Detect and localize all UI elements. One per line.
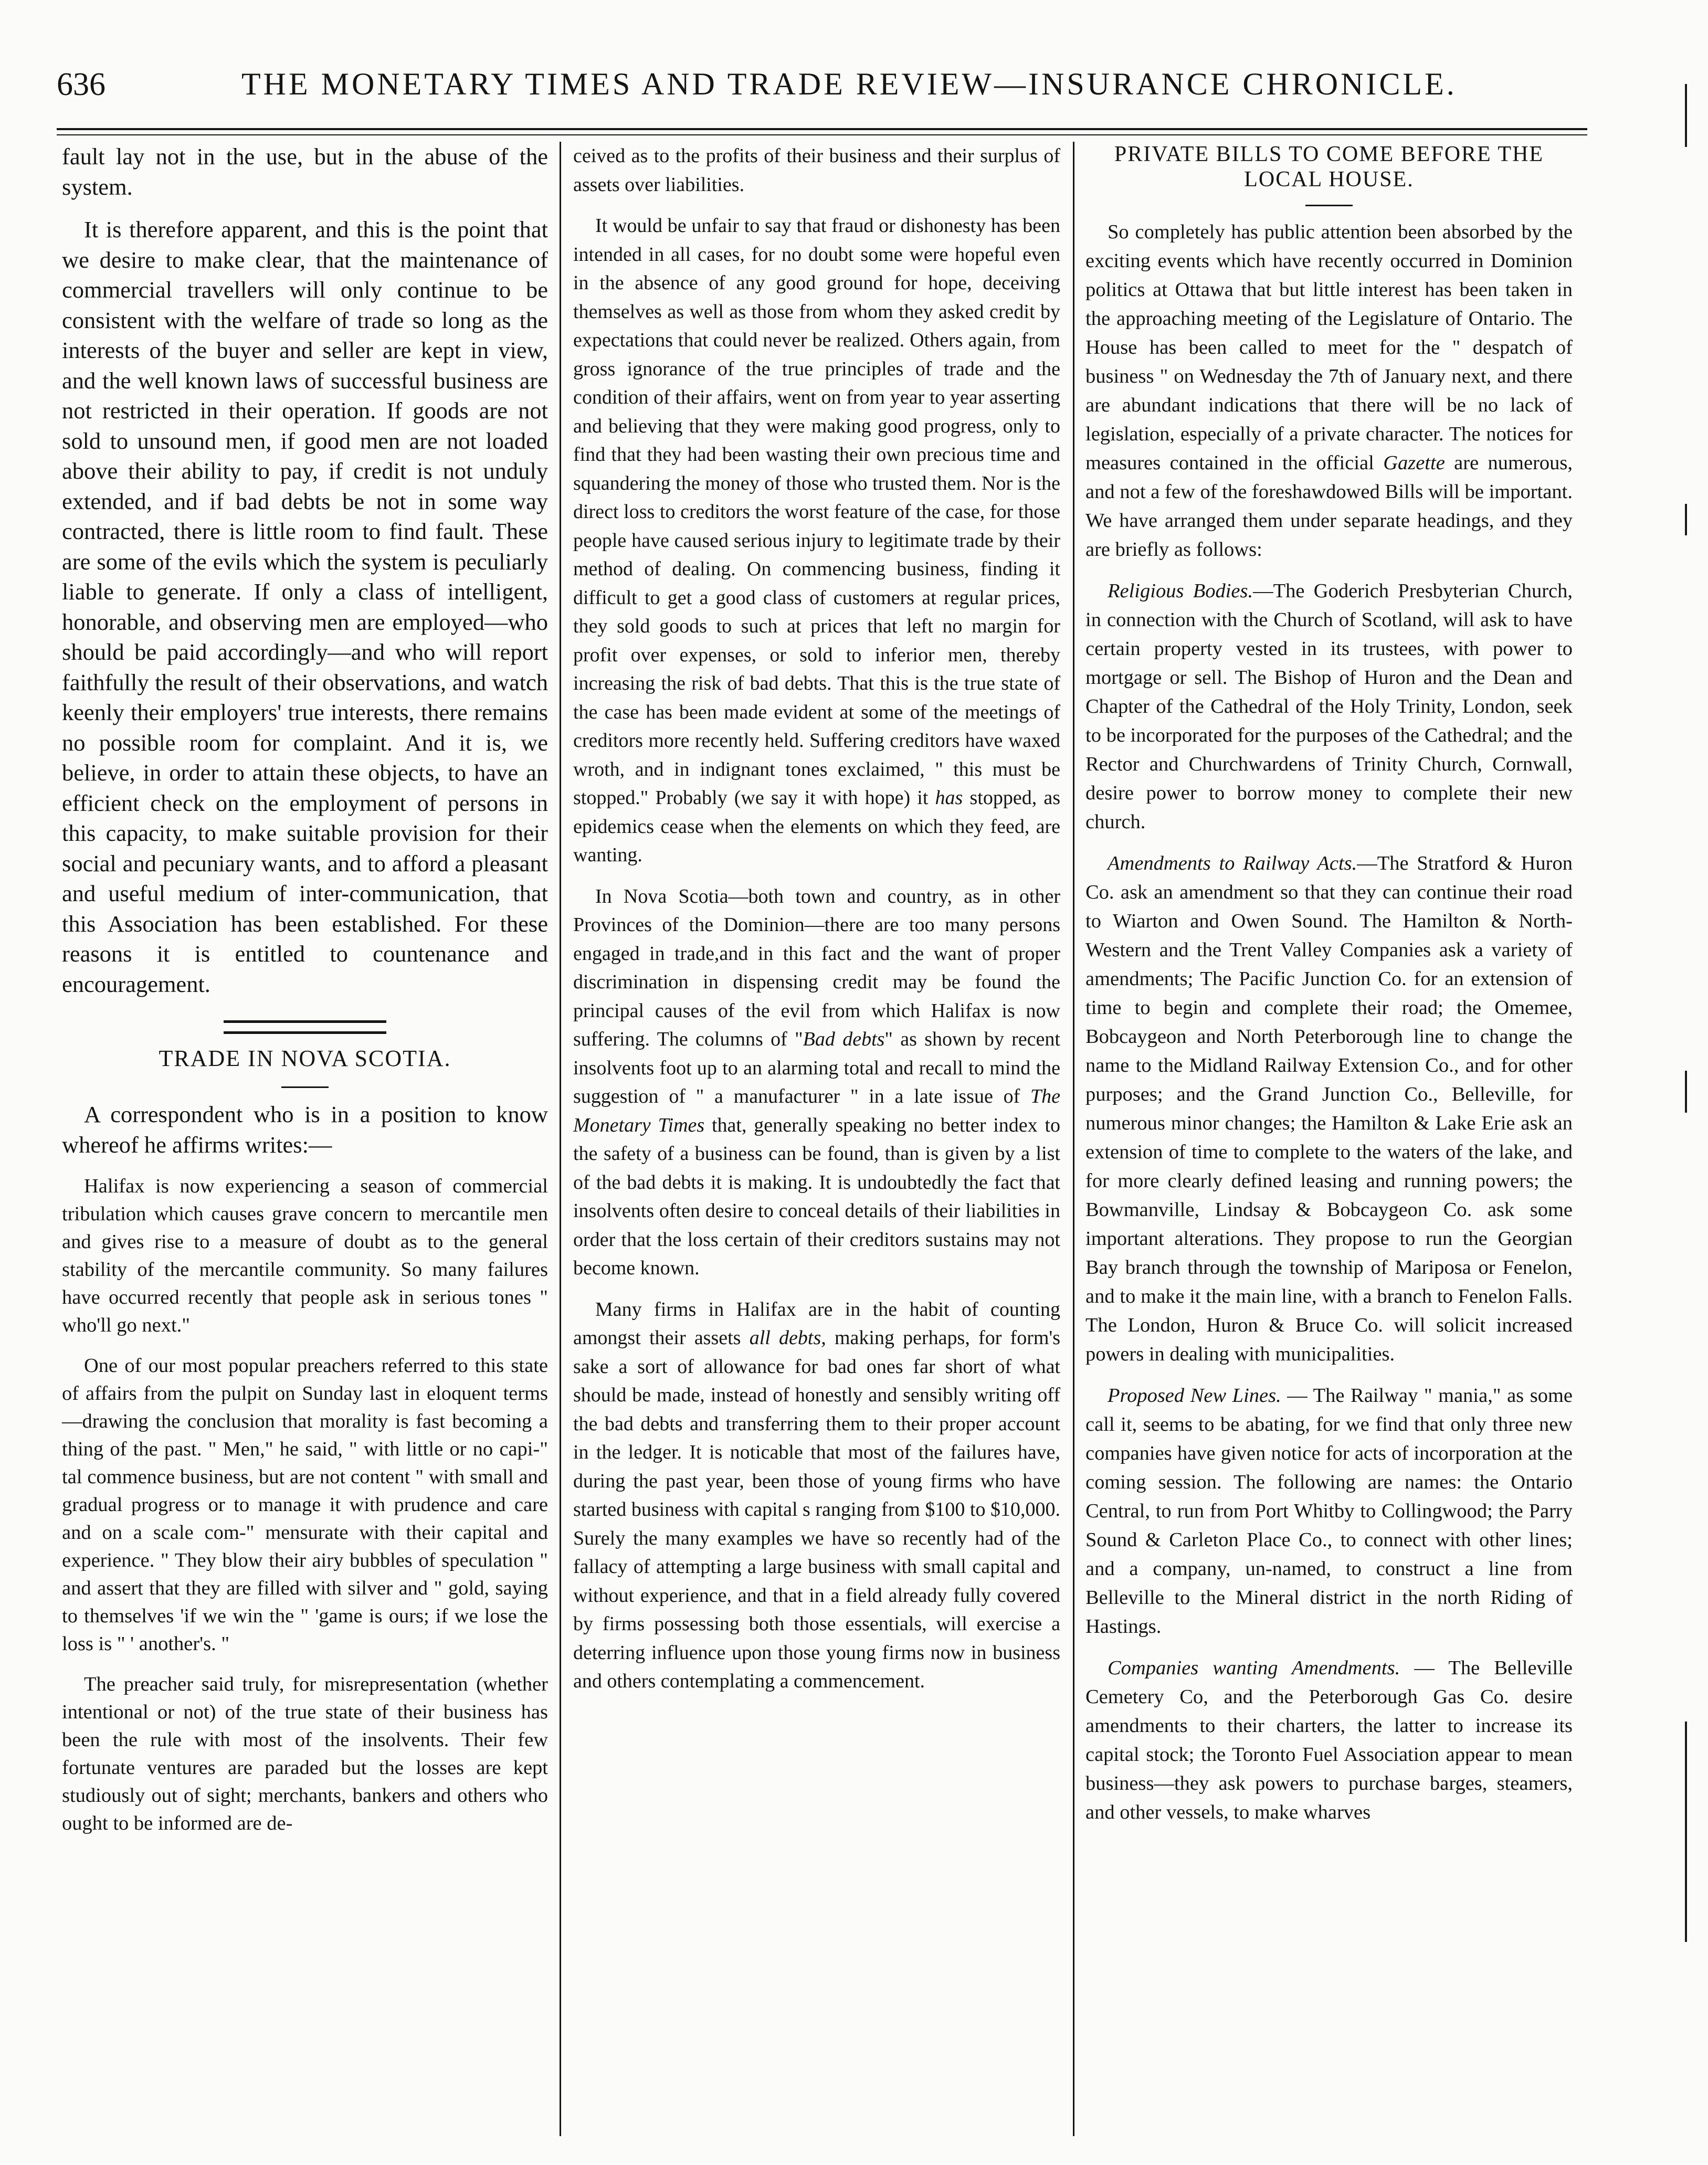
article-paragraph: Amendments to Railway Acts.—The Stratford & Huron Co. ask an amendment so that they can continue their road to Wiarton and Owen Sound. The Hamilton & North-Western and the Trent Valley Companies ask a variety of amendments; The Pacific Junction Co. for an extension of time to begin and complete their road; the Omemee, Bobcaygeon and North Peterborough line to change the name to the Midland Railway Extension Co., and for other purposes; and the Grand Junction Co., Belleville, for numerous minor changes; the Hamilton & Lake Erie ask an extension of time to complete to the waters of the lake, and for more clearly defined leasing and running powers; the Bowmanville, Lindsay & Bobcaygeon Co. ask some important alterations. They propose to run the Georgian Bay branch through the township of Mariposa or Fenelon, and to make it the main line, with a branch to Fenelon Falls. The London, Huron & Bruce Co. will solicit increased powers in dealing with municipalities.	[1085, 852, 1573, 1365]
article-paragraph: It is therefore apparent, and this is the point that we desire to make clear, that the maintenance of commercial travellers will only continue to be consistent with the welfare of trade so long as the interests of the buyer and seller are kept in view, and the well known laws of successful business are not restricted in their operation. If goods are not sold to unsound men, if good men are not loaded above their ability to pay, if credit is not unduly extended, and if bad debts be not in some way contracted, there is little room to find fault. These are some of the evils which the system is peculiarly liable to generate. If only a class of intelligent, honorable, and observing men are employed—who should be paid accordingly—and who will report faithfully the result of their observations, and watch keenly their employers' true interests, there remains no possible room for complaint. And it is, we believe, in order to attain these objects, to have an efficient check on the employment of persons in this capacity, to make suitable provision for their social and pecuniary wants, and to afford a pleasant and useful medium of inter-communication, that this Association has been established. For these reasons it is entitled to countenance and encouragement.	[62, 216, 548, 997]
page-number: 636	[57, 67, 106, 102]
article-paragraph: A correspondent who is in a position to know whereof he affirms writes:—	[62, 1101, 548, 1158]
column-3	[1085, 142, 1573, 1840]
article-paragraph: Religious Bodies.—The Goderich Presbyterian Church, in connection with the Church of Scotland, will ask to have certain property vested in its trustees, with power to mortgage or sell. The Bishop of Huron and the Dean and Chapter of the Cathedral of the Holy Trinity, London, seek to be incorporated for the purposes of the Cathedral; and the Rector and Churchwardens of Trinity Church, Cornwall, desire power to borrow money to complete their new church.	[1085, 580, 1573, 833]
article-paragraph: ceived as to the profits of their business and their surplus of assets over liabilities.	[573, 145, 1060, 196]
column-2	[573, 142, 1060, 1708]
section-heading: TRADE IN NOVA SCOTIA.	[159, 1045, 451, 1071]
article-paragraph: Companies wanting Amendments. — The Belleville Cemetery Co, and the Peterborough Gas Co. desire amendments to their charters, the latter to increase its capital stock; the Toronto Fuel Association appear to mean business—they ask powers to purchase barges, steamers, and other vessels, to make wharves	[1085, 1657, 1573, 1823]
article-paragraph: One of our most popular preachers referred to this state of affairs from the pulpit on Sunday last in eloquent terms—drawing the conclusion that morality is fast becoming a thing of the past. " Men," he said, " with little or no capi-" tal commence business, but are not content " with small and gradual progress or to manage it with prudence and care and on a scale com-" mensurate with their capital and experience. " They blow their airy bubbles of speculation " and assert that they are filled with silver and " gold, saying to themselves 'if we win the " 'game is ours; if we lose the loss is " ' another's. "	[62, 1355, 548, 1655]
article-paragraph: The preacher said truly, for misrepresentation (whether intentional or not) of the true state of their business has been the rule with most of the insolvents. Their few fortunate ventures are paraded but the losses are kept studiously out of sight; merchants, bankers and others who ought to be informed are de-	[62, 1673, 548, 1834]
article-paragraph: It would be unfair to say that fraud or dishonesty has been intended in all cases, for no doubt some were hopeful even in the absence of any good ground for hope, deceiving themselves as well as those from whom they asked credit by expectations that could never be realized. Others again, from gross ignorance of the true principles of trade and the condition of their affairs, went on from year to year asserting and believing that they were making good progress, only to find that they had been wasting their own precious time and squandering the money of those who trusted them. Nor is the direct loss to creditors the worst feature of the case, for those people have caused serious injury to legitimate trade by their method of dealing. On commencing business, finding it difficult to get a good class of customers at regular prices, they sold goods to such at prices that left no margin for profit over expenses, or sold to inferior men, thereby increasing the risk of bad debts. That this is the true state of the case has been made evident at some of the meetings of creditors more recently held. Suffering creditors have waxed wroth, and in indignant tones exclaimed, " this must be stopped." Probably (we say it with hope) it has stopped, as epidemics cease when the elements on which they feed, are wanting.	[573, 215, 1061, 866]
margin-mark	[1685, 84, 1687, 147]
article-paragraph: fault lay not in the use, but in the abuse of the system.	[62, 143, 548, 200]
heading-rule	[1305, 205, 1353, 206]
header-rule-top	[57, 128, 1587, 130]
column-divider-2	[1073, 142, 1074, 2136]
margin-mark	[1685, 1071, 1687, 1113]
article-paragraph: Halifax is now experiencing a season of commercial tribulation which causes grave concern to mercantile men and gives rise to a measure of doubt as to the general stability of the mercantile community. So many failures have occurred recently that people ask in serious tones " who'll go next."	[62, 1175, 548, 1336]
article-paragraph: In Nova Scotia—both town and country, as in other Provinces of the Dominion—there are too many persons engaged in trade,and in this fact and the want of proper discrimination in dispensing credit may be found the principal causes of the evil from which Halifax is now suffering. The columns of "Bad debts" as shown by recent insolvents foot up to an alarming total and recall to mind the suggestion of " a manufacturer " in a late issue of The Monetary Times that, generally speaking no better index to the safety of a business can be found, than is given by a list of the bad debts it is making. It is undoubtedly the fact that insolvents often desire to conceal details of their liabilities in order that the loss certain of their creditors sustains may not become known.	[573, 885, 1061, 1279]
column-1	[62, 142, 548, 1850]
margin-mark	[1685, 1722, 1687, 1942]
article-paragraph: Many firms in Halifax are in the habit of counting amongst their assets all debts, making perhaps, for form's sake a sort of allowance for bad ones far short of what should be made, instead of honestly and sensibly writing off the bad debts and transferring them to their proper account in the ledger. It is noticable that most of the failures have, during the past year, been those of young firms who have started business with capital s ranging from $100 to $10,000. Surely the many examples we have so recently had of the fallacy of attempting a large business with small capital and without experience, and that in a field already fully covered by firms possessing both those essentials, will exercise a deterring influence upon those young firms now in business and others contemplating a commencement.	[573, 1298, 1061, 1692]
section-ornament	[224, 1020, 386, 1034]
column-divider-1	[560, 142, 561, 2136]
section-heading: PRIVATE BILLS TO COME BEFORE THE LOCAL HOUSE.	[1114, 142, 1544, 192]
margin-mark	[1685, 504, 1687, 535]
heading-rule	[281, 1086, 329, 1088]
running-title: THE MONETARY TIMES AND TRADE REVIEW—INSURANCE CHRONICLE.	[241, 67, 1457, 101]
article-paragraph: Proposed New Lines. — The Railway " mania," as some call it, seems to be abating, for we find that only three new companies have given notice for acts of incorporation at the coming session. The following are names: the Ontario Central, to run from Port Whitby to Collingwood; the Parry Sound & Carleton Place Co., to connect with other lines; and a company, un-named, to construct a line from Belleville to the Mineral district in the north Riding of Hastings.	[1085, 1385, 1573, 1638]
article-paragraph: So completely has public attention been absorbed by the exciting events which have recently occurred in Dominion politics at Ottawa that but little interest has been taken in the approaching meeting of the Legislature of Ontario. The House has been called to meet for the " despatch of business " on Wednesday the 7th of January next, and there are abundant indications that there will be no lack of legislation, especially of a private character. The notices for measures contained in the official Gazette are numerous, and not a few of the foreshawdowed Bills will be important. We have arranged them under separate headings, and they are briefly as follows:	[1085, 221, 1573, 561]
header-rule-bottom	[57, 134, 1587, 135]
